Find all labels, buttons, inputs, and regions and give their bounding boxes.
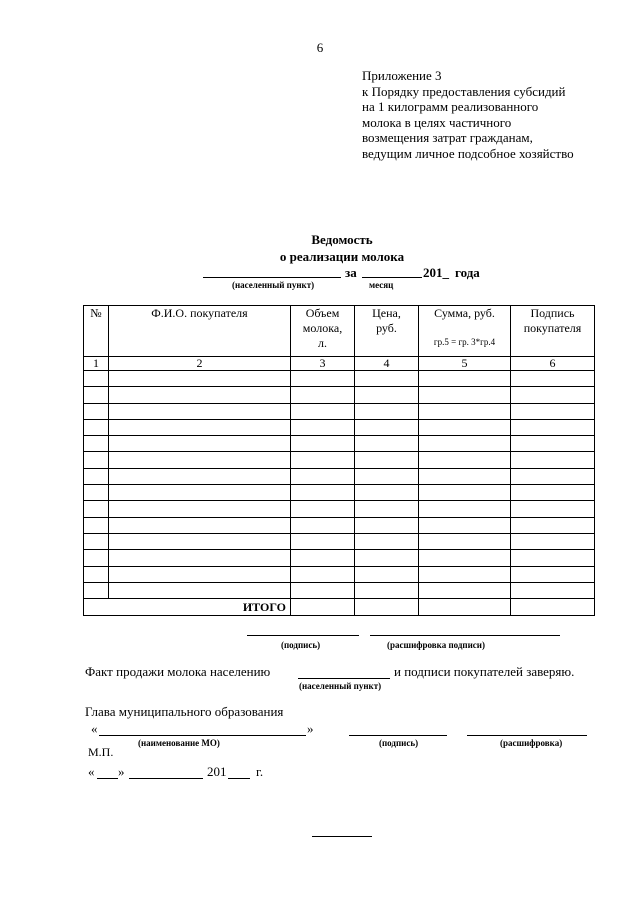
cell-price[interactable] <box>355 485 419 501</box>
header-sum <box>419 306 511 357</box>
column-number: 5 <box>419 357 511 371</box>
table-row <box>84 419 595 435</box>
cell-sum[interactable] <box>419 387 511 403</box>
cell-signature[interactable] <box>511 566 595 582</box>
cell-signature[interactable] <box>511 550 595 566</box>
cell-signature[interactable] <box>511 468 595 484</box>
caption-signature: (подпись) <box>281 640 321 650</box>
table-row <box>84 371 595 387</box>
table-row <box>84 468 595 484</box>
header-volume-line: Объем <box>305 306 340 320</box>
cell-price[interactable] <box>355 582 419 598</box>
total-signature-cell[interactable] <box>511 599 595 616</box>
header-signature-line: покупателя <box>523 321 582 335</box>
caption-mo: (наименование МО) <box>138 738 220 748</box>
appendix-block <box>362 68 574 162</box>
cell-no[interactable] <box>84 582 109 598</box>
cell-no[interactable] <box>84 371 109 387</box>
cell-fio[interactable] <box>109 485 291 501</box>
cell-signature[interactable] <box>511 582 595 598</box>
total-row <box>84 599 595 616</box>
page-number: 6 <box>316 40 324 55</box>
month-line[interactable] <box>362 265 422 278</box>
cell-volume[interactable] <box>291 387 355 403</box>
cell-no[interactable] <box>84 452 109 468</box>
cell-fio[interactable] <box>109 436 291 452</box>
table-row <box>84 517 595 533</box>
cell-fio[interactable] <box>109 566 291 582</box>
cell-fio[interactable] <box>109 403 291 419</box>
cell-fio[interactable] <box>109 419 291 435</box>
table-row <box>84 436 595 452</box>
column-number: 1 <box>84 357 109 371</box>
header-fio: Ф.И.О. покупателя <box>109 306 291 357</box>
cell-volume[interactable] <box>291 550 355 566</box>
table-row <box>84 403 595 419</box>
cell-no[interactable] <box>84 533 109 549</box>
fact-text-before: Факт продажи молока населению <box>85 664 271 679</box>
head-signature-line[interactable] <box>349 721 447 736</box>
cell-price[interactable] <box>355 501 419 517</box>
table-row <box>84 533 595 549</box>
cell-fio[interactable] <box>109 452 291 468</box>
stamp-place: М.П. <box>88 745 114 759</box>
cell-no[interactable] <box>84 517 109 533</box>
document-subtitle: о реализации молока <box>279 249 405 264</box>
header-sum-note: гр.5 = гр. 3*гр.4 <box>433 337 496 347</box>
total-sum-cell[interactable] <box>419 599 511 616</box>
cell-price[interactable] <box>355 468 419 484</box>
cell-volume[interactable] <box>291 452 355 468</box>
cell-price[interactable] <box>355 436 419 452</box>
cell-price[interactable] <box>355 403 419 419</box>
cell-no[interactable] <box>84 468 109 484</box>
cell-no[interactable] <box>84 436 109 452</box>
settlement-line[interactable] <box>203 265 341 278</box>
za-label: за <box>345 265 357 280</box>
column-number: 2 <box>109 357 291 371</box>
cell-no[interactable] <box>84 501 109 517</box>
appendix-line: ведущим личное подсобное хозяйство <box>362 145 574 161</box>
header-volume-line: молока, <box>302 321 343 335</box>
cell-sum[interactable] <box>419 550 511 566</box>
cell-signature[interactable] <box>511 485 595 501</box>
column-number-row <box>84 357 595 371</box>
cell-price[interactable] <box>355 533 419 549</box>
bottom-divider <box>312 826 372 837</box>
cell-signature[interactable] <box>511 403 595 419</box>
table-row <box>84 452 595 468</box>
head-title: Глава муниципального образования <box>85 704 284 719</box>
cell-sum[interactable] <box>419 419 511 435</box>
cell-no[interactable] <box>84 550 109 566</box>
cell-price[interactable] <box>355 566 419 582</box>
total-label: ИТОГО <box>84 599 291 616</box>
cell-signature[interactable] <box>511 533 595 549</box>
date-quote-open: « <box>88 764 95 779</box>
cell-no[interactable] <box>84 403 109 419</box>
cell-volume[interactable] <box>291 419 355 435</box>
cell-no[interactable] <box>84 419 109 435</box>
cell-volume[interactable] <box>291 566 355 582</box>
cell-fio[interactable] <box>109 501 291 517</box>
header-price-line: руб. <box>376 321 397 335</box>
column-number: 3 <box>291 357 355 371</box>
header-price-line: Цена, <box>372 306 401 320</box>
cell-fio[interactable] <box>109 517 291 533</box>
cell-no[interactable] <box>84 485 109 501</box>
cell-price[interactable] <box>355 452 419 468</box>
cell-signature[interactable] <box>511 371 595 387</box>
cell-fio[interactable] <box>109 533 291 549</box>
cell-price[interactable] <box>355 550 419 566</box>
cell-sum[interactable] <box>419 436 511 452</box>
cell-fio[interactable] <box>109 387 291 403</box>
cell-volume[interactable] <box>291 501 355 517</box>
quote-close: » <box>307 721 314 736</box>
header-no: № <box>84 306 109 357</box>
table-row <box>84 387 595 403</box>
year-suffix: года <box>455 265 480 280</box>
cell-sum[interactable] <box>419 501 511 517</box>
header-volume-line: л. <box>318 336 327 350</box>
header-signature-line: Подпись <box>530 306 575 320</box>
cell-sum[interactable] <box>419 485 511 501</box>
cell-signature[interactable] <box>511 419 595 435</box>
appendix-line: на 1 килограмм реализованного <box>362 99 539 115</box>
cell-volume[interactable] <box>291 468 355 484</box>
column-number: 4 <box>355 357 419 371</box>
sales-table <box>83 305 595 616</box>
date-year-line[interactable] <box>228 764 250 779</box>
date-month-line[interactable] <box>129 764 203 779</box>
caption-month: месяц <box>369 280 394 290</box>
caption-head-signature: (подпись) <box>379 738 419 748</box>
table-row <box>84 566 595 582</box>
cell-fio[interactable] <box>109 550 291 566</box>
cell-volume[interactable] <box>291 436 355 452</box>
cell-signature[interactable] <box>511 436 595 452</box>
column-number: 6 <box>511 357 595 371</box>
header-price <box>355 306 419 357</box>
date-day-line[interactable] <box>97 764 118 779</box>
cell-volume[interactable] <box>291 582 355 598</box>
cell-sum[interactable] <box>419 517 511 533</box>
cell-fio[interactable] <box>109 371 291 387</box>
cell-volume[interactable] <box>291 485 355 501</box>
cell-volume[interactable] <box>291 371 355 387</box>
signature-line[interactable] <box>247 623 359 636</box>
cell-price[interactable] <box>355 387 419 403</box>
fact-caption: (населенный пункт) <box>299 681 382 691</box>
cell-volume[interactable] <box>291 517 355 533</box>
cell-signature[interactable] <box>511 452 595 468</box>
date-g: г. <box>256 764 264 779</box>
table-row <box>84 485 595 501</box>
cell-price[interactable] <box>355 419 419 435</box>
date-quote-close: » <box>118 764 125 779</box>
appendix-line: к Порядку предоставления субсидий <box>362 83 566 99</box>
cell-no[interactable] <box>84 387 109 403</box>
total-volume-cell[interactable] <box>291 599 355 616</box>
cell-fio[interactable] <box>109 468 291 484</box>
cell-sum[interactable] <box>419 468 511 484</box>
document-title: Ведомость <box>311 232 373 247</box>
total-price-cell[interactable] <box>355 599 419 616</box>
cell-sum[interactable] <box>419 533 511 549</box>
appendix-line: Приложение 3 <box>362 68 442 83</box>
cell-sum[interactable] <box>419 582 511 598</box>
cell-price[interactable] <box>355 517 419 533</box>
table-row <box>84 501 595 517</box>
header-sum-label: Сумма, руб. <box>434 306 495 320</box>
cell-price[interactable] <box>355 371 419 387</box>
caption-settlement: (населенный пункт) <box>232 280 315 290</box>
cell-signature[interactable] <box>511 501 595 517</box>
cell-sum[interactable] <box>419 566 511 582</box>
cell-sum[interactable] <box>419 371 511 387</box>
cell-signature[interactable] <box>511 387 595 403</box>
table-row <box>84 582 595 598</box>
cell-sum[interactable] <box>419 403 511 419</box>
appendix-line: возмещения затрат гражданам, <box>362 130 533 146</box>
cell-volume[interactable] <box>291 403 355 419</box>
caption-decoding: (расшифровка подписи) <box>387 640 485 650</box>
table-row <box>84 550 595 566</box>
header-signature <box>511 306 595 357</box>
decoding-line[interactable] <box>370 623 560 636</box>
caption-head-decoding: (расшифровка) <box>500 738 563 748</box>
table-header-row <box>84 306 595 357</box>
quote-open: « <box>91 721 98 736</box>
cell-volume[interactable] <box>291 533 355 549</box>
year-prefix: 201_ <box>423 265 449 280</box>
fact-text-after: и подписи покупателей заверяю. <box>394 664 575 679</box>
cell-signature[interactable] <box>511 517 595 533</box>
cell-fio[interactable] <box>109 582 291 598</box>
fact-settlement-line[interactable] <box>298 664 390 679</box>
cell-no[interactable] <box>84 566 109 582</box>
header-volume <box>291 306 355 357</box>
appendix-line: молока в целях частичного <box>362 114 512 130</box>
date-year: 201 <box>207 764 227 779</box>
cell-sum[interactable] <box>419 452 511 468</box>
head-decoding-line[interactable] <box>467 721 587 736</box>
mo-name-line[interactable] <box>99 721 306 736</box>
